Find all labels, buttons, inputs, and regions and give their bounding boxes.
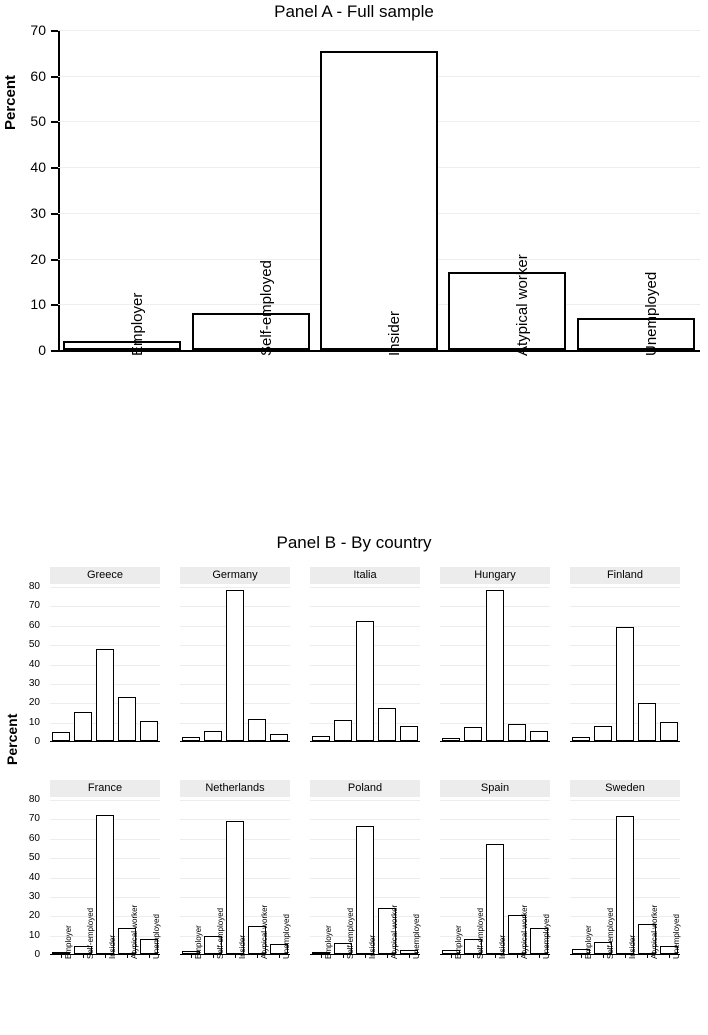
panel-b-tick-mark: [235, 955, 236, 958]
panel-b-gridline: [440, 819, 550, 820]
panel-b-bar: [226, 590, 243, 741]
panel-b-gridline: [310, 587, 420, 588]
panel-b-gridline: [570, 800, 680, 801]
panel-b-tick-mark: [625, 955, 626, 958]
panel-b-category-label: Self-employed: [606, 907, 615, 959]
panel-b-category-label: Insider: [108, 934, 117, 959]
panel-b-tick-mark: [539, 955, 540, 958]
panel-b-country-cell: [564, 780, 686, 980]
panel-b-tick-mark: [191, 955, 192, 958]
panel-b-country-title: Finland: [570, 567, 680, 584]
panel-a-gridline: [58, 30, 700, 31]
panel-a-category-label: Employer: [129, 292, 147, 356]
panel-b-gridline: [50, 626, 160, 627]
panel-b-tick-mark: [321, 955, 322, 958]
panel-b-y-tick: 50: [28, 852, 40, 864]
panel-b-bar: [378, 708, 395, 741]
panel-b-plot-area: [180, 587, 290, 742]
panel-b-tick-mark: [83, 955, 84, 958]
panel-a-tick-mark: [51, 121, 58, 123]
panel-b-tick-mark: [669, 955, 670, 958]
panel-b-category-label: Atypical worker: [520, 904, 529, 959]
panel-b-bar: [248, 719, 265, 741]
panel-b-country-title: Netherlands: [180, 780, 290, 797]
panel-b-category-label: Insider: [628, 934, 637, 959]
panel-b-tick-mark: [61, 955, 62, 958]
panel-b-tick-mark: [647, 955, 648, 958]
panel-b-bar: [508, 724, 525, 741]
panel-b-x-axis: [440, 741, 550, 742]
panel-b-gridline: [570, 606, 680, 607]
panel-b-gridline: [310, 800, 420, 801]
panel-b-gridline: [310, 819, 420, 820]
panel-b-bar: [74, 712, 91, 741]
panel-b-bar: [638, 703, 655, 741]
panel-b-y-tick: 30: [28, 677, 40, 689]
panel-b-gridline: [50, 800, 160, 801]
panel-b-y-tick: 60: [28, 832, 40, 844]
panel-b-country-cell: [44, 567, 166, 767]
panel-b-y-tick: 10: [28, 929, 40, 941]
panel-b-gridline: [180, 819, 290, 820]
panel-b-y-tick: 70: [28, 600, 40, 612]
panel-b-category-label: Employer: [454, 925, 463, 959]
panel-b-category-label: Atypical worker: [390, 904, 399, 959]
panel-b-country-title: Italia: [310, 567, 420, 584]
panel-a-tick-mark: [51, 76, 58, 78]
panel-b-country-title: Germany: [180, 567, 290, 584]
panel-b-tick-mark: [213, 955, 214, 958]
panel-b-bar: [464, 727, 481, 741]
panel-b-bar: [530, 731, 547, 741]
panel-b-category-label: Atypical worker: [260, 904, 269, 959]
panel-b-tick-mark: [343, 955, 344, 958]
panel-a-y-tick: 50: [30, 113, 46, 130]
panel-b-bar: [140, 721, 157, 741]
panel-b-gridline: [50, 606, 160, 607]
panel-b-bar: [660, 722, 677, 741]
panel-b-category-label: Unemployed: [672, 914, 681, 959]
panel-b-y-tick: 20: [28, 910, 40, 922]
panel-b-bar: [356, 621, 373, 741]
panel-b-category-labels: [44, 904, 704, 1015]
panel-b-bar: [118, 697, 135, 741]
panel-b-category-label: Insider: [368, 934, 377, 959]
panel-b-category-label: Employer: [64, 925, 73, 959]
panel-b-tick-mark: [127, 955, 128, 958]
panel-a-bar: [577, 318, 695, 350]
panel-b-bar: [400, 726, 417, 741]
panel-b-y-tick: 40: [28, 658, 40, 670]
panel-b-plot-area: [440, 587, 550, 742]
panel-a-tick-mark: [51, 213, 58, 215]
panel-b-tick-mark: [451, 955, 452, 958]
panel-b-tick-mark: [279, 955, 280, 958]
panel-b-country-cell: [44, 780, 166, 980]
panel-b-tick-mark: [409, 955, 410, 958]
panel-b-gridline: [180, 587, 290, 588]
panel-b-gridline: [180, 800, 290, 801]
panel-b-bar: [616, 816, 633, 954]
panel-a-bar: [192, 313, 310, 350]
panel-b-y-tick: 0: [34, 949, 40, 960]
panel-b-y-tick: 30: [28, 890, 40, 902]
panel-b-gridline: [440, 587, 550, 588]
panel-b-category-label: Unemployed: [152, 914, 161, 959]
panel-a-category-label: Atypical worker: [514, 254, 532, 356]
panel-a-tick-mark: [51, 259, 58, 261]
panel-b-tick-mark: [603, 955, 604, 958]
panel-b-category-label: Unemployed: [542, 914, 551, 959]
panel-a-y-tick: 0: [38, 342, 46, 358]
panel-b-tick-mark: [517, 955, 518, 958]
panel-b-plot-area: [50, 587, 160, 742]
panel-b-bar: [442, 738, 459, 741]
panel-a-y-axis-label: Percent: [2, 74, 19, 130]
panel-a-title: Panel A - Full sample: [274, 2, 434, 21]
panel-a-y-tick: 70: [30, 22, 46, 38]
panel-a-tick-mark: [51, 304, 58, 306]
panel-a-category-label: Unemployed: [642, 271, 660, 356]
panel-b-y-tick: 0: [34, 736, 40, 747]
panel-b-country-cell: [434, 780, 556, 980]
panel-a-y-tick: 10: [30, 296, 46, 313]
panel-a-bar: [320, 51, 438, 350]
panel-b-gridline: [310, 606, 420, 607]
panel-b-y-tick: 80: [28, 581, 40, 592]
panel-a-category-label: Insider: [386, 310, 403, 356]
panel-b-country-cell: [304, 780, 426, 980]
panel-b-tick-mark: [581, 955, 582, 958]
panel-b-country-title: Hungary: [440, 567, 550, 584]
panel-b-y-tick: 40: [28, 871, 40, 883]
panel-b-tick-mark: [387, 955, 388, 958]
panel-b-title: Panel B - By country: [276, 533, 432, 552]
panel-b-bar: [616, 627, 633, 741]
panel-b-row-1: [44, 567, 704, 767]
panel-b-category-label: Self-employed: [476, 907, 485, 959]
panel-b-x-axis: [570, 741, 680, 742]
panel-b-tick-mark: [149, 955, 150, 958]
panel-b-country-cell: [174, 780, 296, 980]
panel-b-bar: [52, 732, 69, 741]
panel-a-category-label: Self-employed: [257, 260, 275, 356]
panel-b-bar: [486, 590, 503, 741]
panel-b-country-title: Greece: [50, 567, 160, 584]
panel-b-category-label: Self-employed: [216, 907, 225, 959]
panel-b-bar: [270, 734, 287, 741]
panel-b-tick-mark: [105, 955, 106, 958]
panel-a-plot-area: [58, 30, 700, 350]
panel-b-tick-mark: [257, 955, 258, 958]
panel-a-chart: [0, 0, 708, 500]
panel-a-x-axis: [58, 350, 700, 352]
panel-b-bar: [96, 649, 113, 741]
panel-b-category-label: Self-employed: [346, 907, 355, 959]
panel-b-y-tick: 10: [28, 716, 40, 728]
panel-b-country-title: Poland: [310, 780, 420, 797]
panel-b-category-label: Atypical worker: [650, 904, 659, 959]
panel-b-category-label: Self-employed: [86, 907, 95, 959]
panel-b-tick-mark: [495, 955, 496, 958]
panel-b-gridline: [440, 800, 550, 801]
panel-b-y-tick: 50: [28, 639, 40, 651]
panel-b-y-tick: 20: [28, 697, 40, 709]
panel-b-category-label: Employer: [584, 925, 593, 959]
panel-b-y-axis-label: Percent: [4, 713, 20, 765]
panel-a-tick-mark: [51, 167, 58, 169]
panel-b-y-tick: 60: [28, 619, 40, 631]
panel-a-tick-mark: [51, 350, 58, 352]
panel-b-tick-mark: [365, 955, 366, 958]
panel-b-category-label: Unemployed: [412, 914, 421, 959]
panel-b-country-cell: [174, 567, 296, 767]
panel-b-category-label: Employer: [324, 925, 333, 959]
panel-b-chart: [0, 525, 708, 1035]
panel-b-plot-area: [310, 587, 420, 742]
panel-b-tick-mark: [473, 955, 474, 958]
panel-a-bar: [63, 341, 181, 350]
panel-b-y-tick-labels-row1: [18, 581, 40, 747]
panel-a-y-tick: 40: [30, 159, 46, 176]
panel-b-category-label: Insider: [498, 934, 507, 959]
panel-b-category-label: Atypical worker: [130, 904, 139, 959]
panel-b-country-cell: [434, 567, 556, 767]
panel-b-gridline: [570, 587, 680, 588]
panel-b-gridline: [50, 587, 160, 588]
panel-b-bar: [572, 737, 589, 741]
panel-b-y-tick-labels-row2: [18, 794, 40, 960]
panel-b-country-title: Sweden: [570, 780, 680, 797]
panel-a-y-tick: 60: [30, 67, 46, 84]
panel-b-bar: [594, 726, 611, 742]
panel-b-bar: [312, 736, 329, 741]
panel-b-country-cell: [564, 567, 686, 767]
panel-b-y-tick: 80: [28, 794, 40, 805]
panel-b-bar: [334, 720, 351, 741]
panel-a-tick-mark: [51, 30, 58, 32]
panel-b-x-axis: [180, 741, 290, 742]
panel-b-category-label: Unemployed: [282, 914, 291, 959]
panel-a-y-tick: 30: [30, 204, 46, 221]
panel-b-category-label: Employer: [194, 925, 203, 959]
panel-b-x-axis: [50, 741, 160, 742]
panel-b-bar: [204, 731, 221, 741]
panel-a-y-tick: 20: [30, 250, 46, 267]
panel-b-x-axis: [310, 741, 420, 742]
panel-b-bar: [182, 737, 199, 741]
panel-b-gridline: [440, 839, 550, 840]
panel-b-country-title: Spain: [440, 780, 550, 797]
panel-b-y-tick: 70: [28, 813, 40, 825]
panel-b-category-label: Insider: [238, 934, 247, 959]
panel-a-bar: [448, 272, 566, 350]
panel-b-gridline: [50, 645, 160, 646]
panel-b-bar: [96, 815, 113, 955]
panel-b-country-cell: [304, 567, 426, 767]
panel-b-country-title: France: [50, 780, 160, 797]
panel-b-plot-area: [570, 587, 680, 742]
